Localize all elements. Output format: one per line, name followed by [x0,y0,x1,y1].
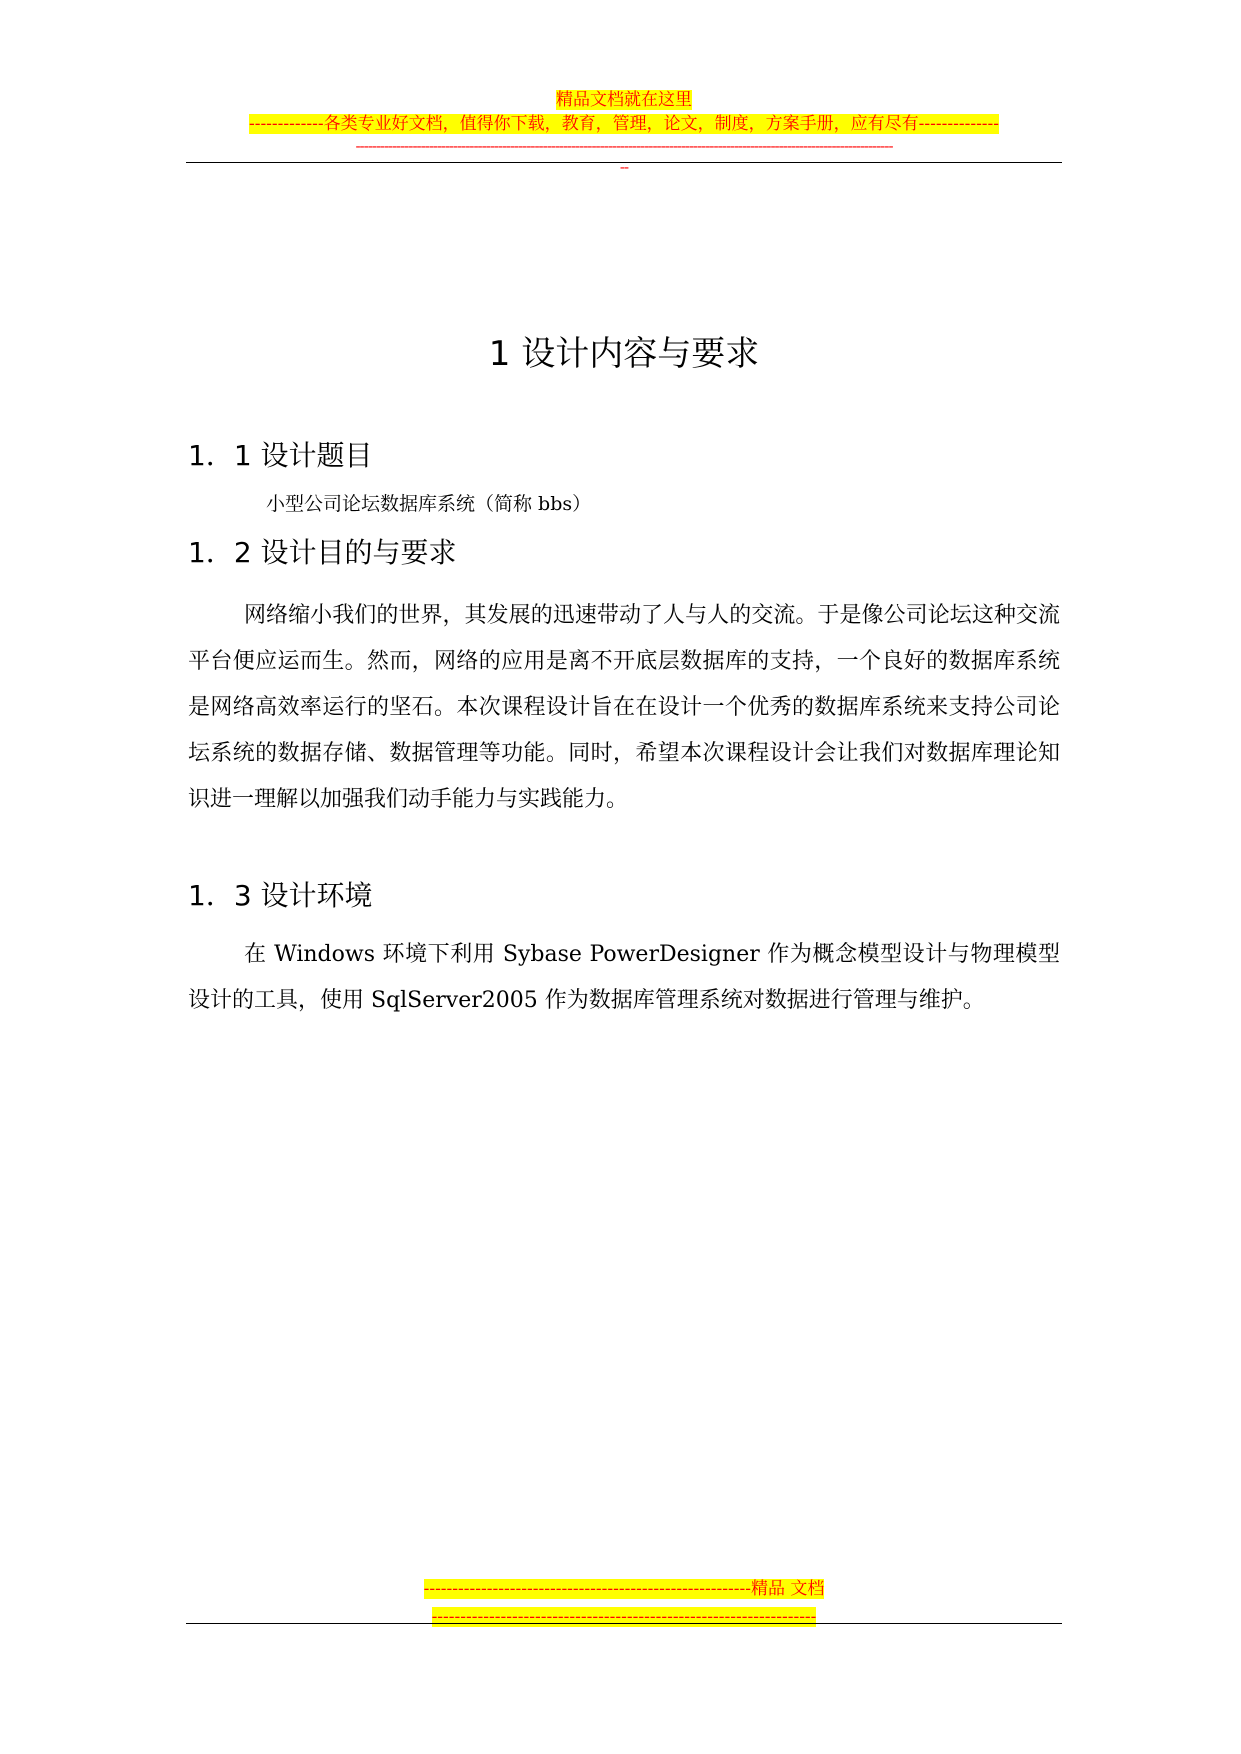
footer-rule [186,1623,1062,1624]
footer-line-2: ------------------------------------------------------------------- [431,1607,817,1627]
page-footer [186,1578,1062,1634]
chapter-title: 1 设计内容与要求 [488,334,760,374]
header-dash-tail: -- [619,158,629,176]
header-slogan: -------------各类专业好文档，值得你下载，教育，管理，论文，制度，方案手册，应有尽有-------------- [248,114,1000,134]
page-header [186,88,1062,178]
section-title-design-purpose: 1．2 设计目的与要求 [188,536,457,569]
header-title: 精品文档就在这里 [556,90,692,110]
design-purpose-paragraph: 网络缩小我们的世界，其发展的迅速带动了人与人的交流。于是像公司论坛这种交流平台便应运而生。然而，网络的应用是离不开底层数据库的支持，一个良好的数据库系统是网络高效率运行的坚石。本次课程设计旨在在设计一个优秀的数据库系统来支持公司论坛系统的数据存储、数据管理等功能。同时，希望本次课程设计会让我们对数据库理论知识进一理解以加强我们动手能力与实践能力。 [188,603,1060,812]
section-title-design-environment: 1．3 设计环境 [188,879,373,912]
footer-line-1: ---------------------------------------------------------精品 文档 [423,1579,825,1599]
section-title-design-topic: 1．1 设计题目 [188,439,373,472]
header-rule [186,162,1062,163]
design-topic-text: 小型公司论坛数据库系统（简称 bbs） [266,493,592,515]
header-dash-row: ------------------------------------------------------------------------------------------------------------------------------------ [355,137,893,155]
design-environment-paragraph: 在 Windows 环境下利用 Sybase PowerDesigner 作为概念模型设计与物理模型设计的工具，使用 SqlServer2005 作为数据库管理系统对数据进行管理与维护。 [188,942,1060,1013]
